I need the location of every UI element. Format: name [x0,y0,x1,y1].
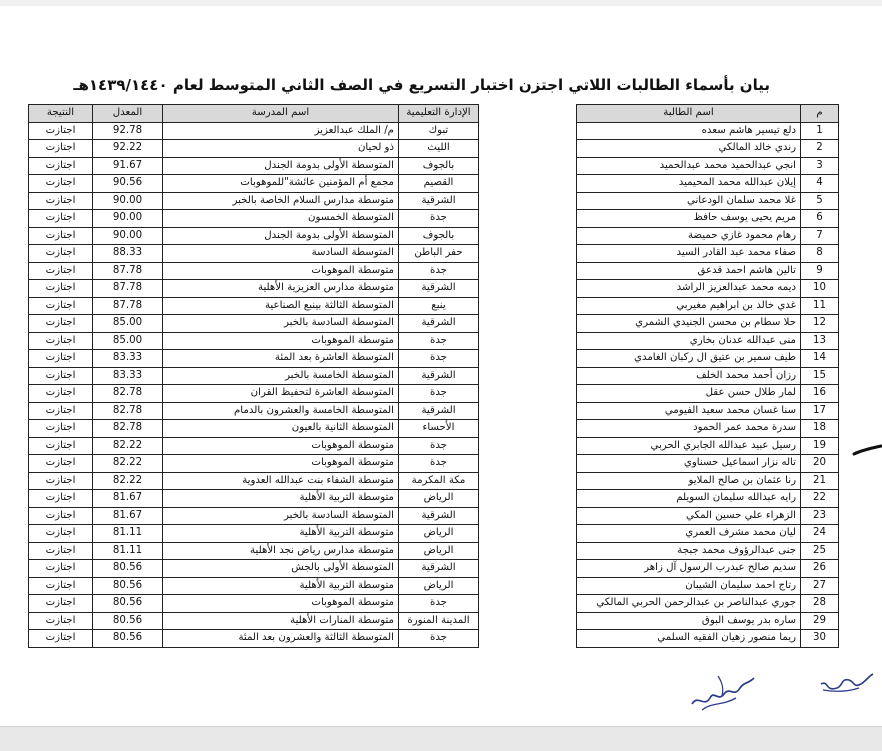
student-name-cell: إيلان عبدالله محمد المحيميد [577,175,801,193]
school-name-cell: المتوسطة الأولى بدومة الجندل [163,157,399,175]
schools-table [28,104,479,648]
school-row [29,595,479,613]
signature-mark [688,668,758,714]
result-cell: اجتازت [29,385,93,403]
student-name-cell: ريما منصور زهيان الفقيه السلمي [577,630,801,648]
student-name-cell: انجي عبدالحميد محمد عبدالحميد [577,157,801,175]
result-cell: اجتازت [29,315,93,333]
margin-dash-mark [852,440,882,460]
students-table [576,104,839,648]
student-name-cell: جوري عبدالناصر بن عبدالرحمن الحربي المالكي [577,595,801,613]
admin-cell: جدة [399,210,479,228]
average-cell: 82.22 [93,472,163,490]
average-cell: 81.11 [93,542,163,560]
admin-cell: جدة [399,385,479,403]
student-number-cell: 18 [801,420,839,438]
student-name-cell: رزان أحمد محمد الخلف [577,367,801,385]
admin-cell: ينبع [399,297,479,315]
average-cell: 82.78 [93,420,163,438]
average-cell: 90.00 [93,227,163,245]
student-number-cell: 3 [801,157,839,175]
header-number: م [801,105,839,123]
student-row [577,577,839,595]
school-name-cell: المتوسطة الثالثة بينبع الصناعية [163,297,399,315]
school-row [29,490,479,508]
school-row [29,560,479,578]
school-name-cell: متوسطة الموهوبات [163,332,399,350]
student-row [577,227,839,245]
student-name-cell: سديم صالح عبدرب الرسول آل زاهر [577,560,801,578]
result-cell: اجتازت [29,262,93,280]
school-name-cell: متوسطة الموهوبات [163,437,399,455]
student-number-cell: 4 [801,175,839,193]
admin-cell: الشرقية [399,192,479,210]
average-cell: 82.78 [93,402,163,420]
student-number-cell: 21 [801,472,839,490]
average-cell: 83.33 [93,367,163,385]
school-row [29,507,479,525]
student-number-cell: 25 [801,542,839,560]
student-name-cell: تاله نزار اسماعيل حسناوي [577,455,801,473]
student-number-cell: 22 [801,490,839,508]
student-name-cell: طيف سمير بن عتيق ال ركبان الغامدي [577,350,801,368]
result-cell: اجتازت [29,542,93,560]
school-name-cell: متوسطة مدارس العزيزية الأهلية [163,280,399,298]
average-cell: 81.67 [93,507,163,525]
result-cell: اجتازت [29,175,93,193]
average-cell: 92.22 [93,140,163,158]
school-name-cell: المتوسطة العاشرة بعد المئة [163,350,399,368]
average-cell: 90.00 [93,192,163,210]
header-average: المعدل [93,105,163,123]
admin-cell: الشرقية [399,507,479,525]
school-row [29,455,479,473]
result-cell: اجتازت [29,245,93,263]
school-row [29,315,479,333]
student-name-cell: جنى عبدالرؤوف محمد جبجة [577,542,801,560]
school-row [29,297,479,315]
student-row [577,612,839,630]
student-number-cell: 28 [801,595,839,613]
student-number-cell: 29 [801,612,839,630]
student-row [577,595,839,613]
student-name-cell: ليان محمد مشرف العمري [577,525,801,543]
school-name-cell: المتوسطة الثانية بالعيون [163,420,399,438]
school-name-cell: المتوسطة الأولى بدومة الجندل [163,227,399,245]
student-name-cell: لمار طلال حسن عقل [577,385,801,403]
average-cell: 82.78 [93,385,163,403]
schools-body [29,122,479,647]
student-number-cell: 6 [801,210,839,228]
student-number-cell: 2 [801,140,839,158]
school-name-cell: المتوسطة الأولى بالجش [163,560,399,578]
school-name-cell: متوسطة مدارس رياض نجد الأهلية [163,542,399,560]
average-cell: 85.00 [93,332,163,350]
students-header-row [577,105,839,123]
admin-cell: الرياض [399,577,479,595]
admin-cell: الليث [399,140,479,158]
admin-cell: جدة [399,630,479,648]
school-name-cell: مجمع أم المؤمنين عائشة"للموهوبات [163,175,399,193]
result-cell: اجتازت [29,437,93,455]
admin-cell: الشرقية [399,315,479,333]
student-number-cell: 20 [801,455,839,473]
result-cell: اجتازت [29,402,93,420]
result-cell: اجتازت [29,507,93,525]
result-cell: اجتازت [29,612,93,630]
student-row [577,402,839,420]
admin-cell: الرياض [399,542,479,560]
average-cell: 80.56 [93,595,163,613]
student-name-cell: رنا عثمان بن صالح الملايو [577,472,801,490]
result-cell: اجتازت [29,420,93,438]
result-cell: اجتازت [29,192,93,210]
student-number-cell: 11 [801,297,839,315]
admin-cell: جدة [399,437,479,455]
average-cell: 88.33 [93,245,163,263]
school-row [29,420,479,438]
result-cell: اجتازت [29,280,93,298]
student-name-cell: الزهراء علي حسين المكي [577,507,801,525]
student-row [577,507,839,525]
admin-cell: بالجوف [399,157,479,175]
result-cell: اجتازت [29,350,93,368]
result-cell: اجتازت [29,455,93,473]
school-name-cell: متوسطة الموهوبات [163,595,399,613]
students-body [577,122,839,647]
school-name-cell: المتوسطة الخامسة والعشرون بالدمام [163,402,399,420]
average-cell: 82.22 [93,437,163,455]
student-number-cell: 7 [801,227,839,245]
student-name-cell: دلع تيسير هاشم سعده [577,122,801,140]
school-name-cell: المتوسطة السادسة بالخبر [163,315,399,333]
school-name-cell: متوسطة التربية الأهلية [163,577,399,595]
result-cell: اجتازت [29,157,93,175]
school-row [29,175,479,193]
average-cell: 87.78 [93,262,163,280]
student-number-cell: 27 [801,577,839,595]
school-name-cell: متوسطة الموهوبات [163,455,399,473]
schools-header-row [29,105,479,123]
student-name-cell: صفاء محمد عبد القادر السيد [577,245,801,263]
student-name-cell: منى عبدالله عدنان بخاري [577,332,801,350]
result-cell: اجتازت [29,367,93,385]
school-row [29,385,479,403]
student-row [577,490,839,508]
school-row [29,245,479,263]
school-name-cell: المتوسطة السادسة [163,245,399,263]
school-row [29,227,479,245]
student-row [577,385,839,403]
average-cell: 80.56 [93,577,163,595]
header-result: النتيجة [29,105,93,123]
admin-cell: جدة [399,350,479,368]
student-row [577,122,839,140]
scan-top-edge [0,0,882,6]
student-row [577,472,839,490]
average-cell: 80.56 [93,630,163,648]
school-name-cell: المتوسطة العاشرة لتحفيظ القران [163,385,399,403]
school-row [29,525,479,543]
student-row [577,525,839,543]
student-name-cell: رسيل عبيد عبدالله الجابري الحربي [577,437,801,455]
average-cell: 90.56 [93,175,163,193]
admin-cell: الرياض [399,525,479,543]
school-name-cell: متوسطة التربية الأهلية [163,490,399,508]
student-row [577,140,839,158]
student-row [577,420,839,438]
initials-mark [815,662,875,698]
header-admin: الإدارة التعليمية [399,105,479,123]
admin-cell: تبوك [399,122,479,140]
average-cell: 90.00 [93,210,163,228]
student-number-cell: 16 [801,385,839,403]
student-row [577,455,839,473]
student-number-cell: 12 [801,315,839,333]
student-number-cell: 19 [801,437,839,455]
school-name-cell: متوسطة الموهوبات [163,262,399,280]
header-school: اسم المدرسة [163,105,399,123]
student-number-cell: 14 [801,350,839,368]
admin-cell: بالجوف [399,227,479,245]
average-cell: 87.78 [93,297,163,315]
result-cell: اجتازت [29,297,93,315]
school-row [29,140,479,158]
student-name-cell: تالين هاشم احمد قدعق [577,262,801,280]
student-name-cell: رايه عبدالله سليمان السويلم [577,490,801,508]
student-row [577,280,839,298]
student-row [577,560,839,578]
admin-cell: جدة [399,455,479,473]
school-row [29,332,479,350]
student-row [577,332,839,350]
document-title: بيان بأسماء الطالبات اللاتي اجتزن اختبار التسريع في الصف الثاني المتوسط لعام ١٤٣٩/١٤٤٠هـ [73,76,770,94]
school-row [29,472,479,490]
student-row [577,630,839,648]
result-cell: اجتازت [29,122,93,140]
result-cell: اجتازت [29,595,93,613]
school-name-cell: المتوسطة الثالثة والعشرون بعد المئة [163,630,399,648]
average-cell: 83.33 [93,350,163,368]
student-name-cell: سدرة محمد عمر الحمود [577,420,801,438]
school-row [29,542,479,560]
school-row [29,192,479,210]
result-cell: اجتازت [29,560,93,578]
school-row [29,280,479,298]
student-number-cell: 1 [801,122,839,140]
school-name-cell: متوسطة التربية الأهلية [163,525,399,543]
student-row [577,192,839,210]
school-row [29,350,479,368]
student-number-cell: 8 [801,245,839,263]
student-number-cell: 13 [801,332,839,350]
school-row [29,262,479,280]
student-name-cell: غلا محمد سلمان الودعاني [577,192,801,210]
student-number-cell: 26 [801,560,839,578]
student-row [577,175,839,193]
student-row [577,245,839,263]
student-row [577,315,839,333]
result-cell: اجتازت [29,490,93,508]
school-name-cell: متوسطة المنارات الأهلية [163,612,399,630]
student-number-cell: 10 [801,280,839,298]
student-number-cell: 5 [801,192,839,210]
school-name-cell: المتوسطة الخمسون [163,210,399,228]
admin-cell: جدة [399,262,479,280]
result-cell: اجتازت [29,210,93,228]
admin-cell: الرياض [399,490,479,508]
student-row [577,297,839,315]
student-number-cell: 9 [801,262,839,280]
student-row [577,262,839,280]
student-row [577,542,839,560]
student-number-cell: 24 [801,525,839,543]
admin-cell: الشرقية [399,367,479,385]
student-number-cell: 30 [801,630,839,648]
student-name-cell: مريم يحيى يوسف حافظ [577,210,801,228]
school-row [29,437,479,455]
school-row [29,210,479,228]
student-row [577,437,839,455]
school-name-cell: المتوسطة الخامسة بالخبر [163,367,399,385]
header-student-name: اسم الطالبة [577,105,801,123]
student-row [577,210,839,228]
result-cell: اجتازت [29,630,93,648]
result-cell: اجتازت [29,525,93,543]
admin-cell: الشرقية [399,280,479,298]
school-name-cell: متوسطة مدارس السلام الخاصة بالخبر [163,192,399,210]
school-row [29,367,479,385]
result-cell: اجتازت [29,227,93,245]
average-cell: 80.56 [93,612,163,630]
result-cell: اجتازت [29,332,93,350]
student-name-cell: حلا سطام بن محسن الجنيدي الشمري [577,315,801,333]
scan-bottom-edge [0,726,882,751]
admin-cell: مكة المكرمة [399,472,479,490]
average-cell: 80.56 [93,560,163,578]
average-cell: 87.78 [93,280,163,298]
student-name-cell: ديمه محمد عبدالعزيز الراشد [577,280,801,298]
admin-cell: جدة [399,595,479,613]
result-cell: اجتازت [29,472,93,490]
admin-cell: الشرقية [399,402,479,420]
result-cell: اجتازت [29,140,93,158]
average-cell: 81.11 [93,525,163,543]
admin-cell: الشرقية [399,560,479,578]
school-row [29,157,479,175]
student-number-cell: 15 [801,367,839,385]
school-name-cell: ذو لحيان [163,140,399,158]
student-number-cell: 23 [801,507,839,525]
student-row [577,350,839,368]
school-name-cell: المتوسطة السادسة بالخبر [163,507,399,525]
average-cell: 82.22 [93,455,163,473]
admin-cell: المدينة المنورة [399,612,479,630]
result-cell: اجتازت [29,577,93,595]
student-row [577,157,839,175]
school-row [29,402,479,420]
admin-cell: جدة [399,332,479,350]
school-name-cell: متوسطة الشفاء بنت عبدالله العدوية [163,472,399,490]
admin-cell: حفر الباطن [399,245,479,263]
student-name-cell: سنا غسان محمد سعيد الفيومي [577,402,801,420]
admin-cell: القصيم [399,175,479,193]
student-name-cell: غدي خالد بن ابراهيم مغيربي [577,297,801,315]
average-cell: 91.67 [93,157,163,175]
school-row [29,630,479,648]
school-row [29,612,479,630]
school-name-cell: م/ الملك عبدالعزيز [163,122,399,140]
student-name-cell: رندي خالد المالكي [577,140,801,158]
student-name-cell: رهام محمود غازي حميضة [577,227,801,245]
student-name-cell: ساره بدر يوسف البوق [577,612,801,630]
student-number-cell: 17 [801,402,839,420]
student-row [577,367,839,385]
admin-cell: الأحساء [399,420,479,438]
student-name-cell: رتاج احمد سليمان الشيبان [577,577,801,595]
average-cell: 85.00 [93,315,163,333]
average-cell: 81.67 [93,490,163,508]
school-row [29,122,479,140]
average-cell: 92.78 [93,122,163,140]
school-row [29,577,479,595]
